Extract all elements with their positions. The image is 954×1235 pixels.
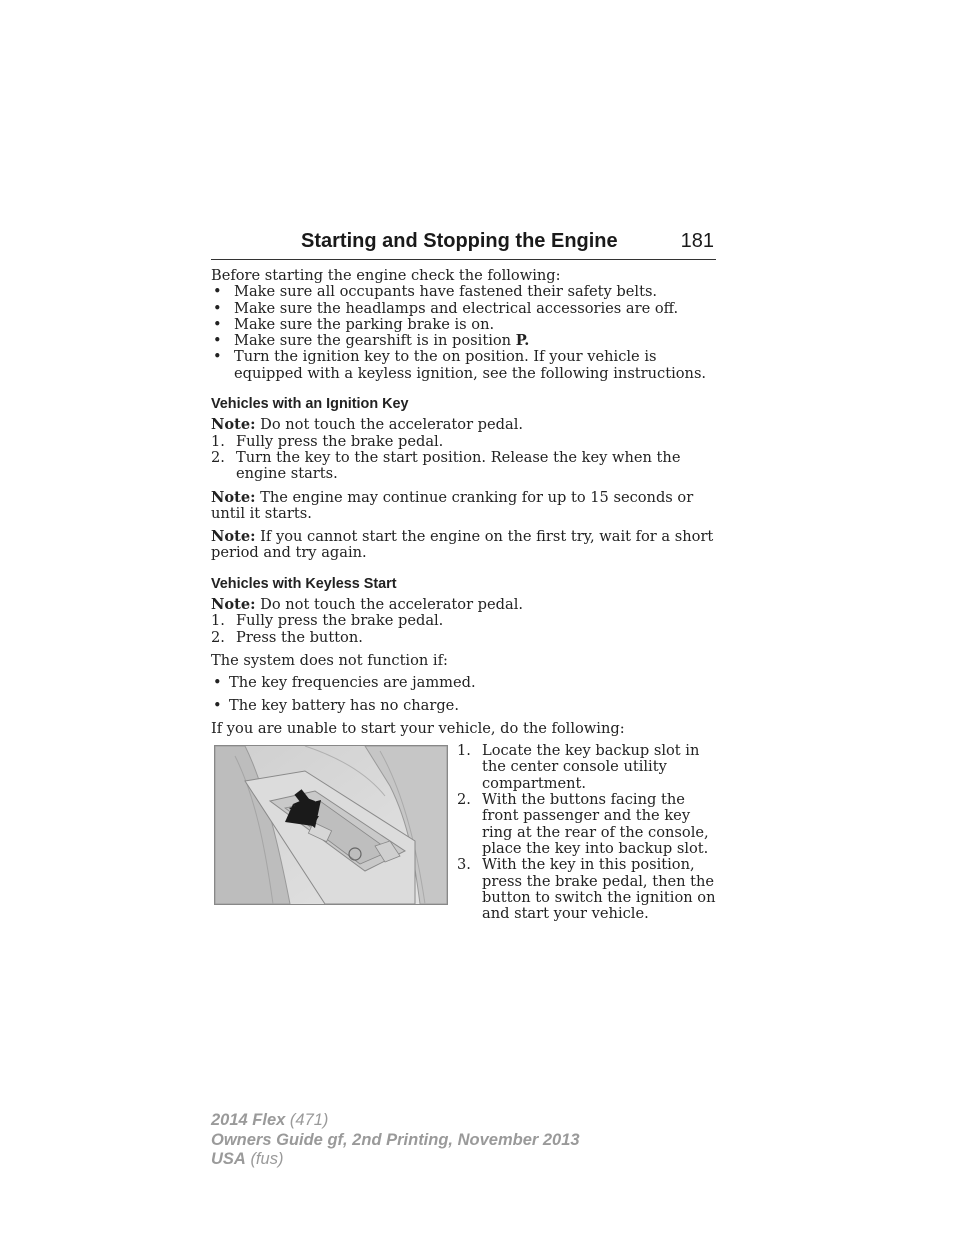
- note: Note: Do not touch the accelerator pedal.: [211, 416, 524, 434]
- list-item: 1. Locate the key backup slot in the center console utility compartment.: [457, 742, 700, 792]
- list-item: 2. With the buttons facing the front passenger and the key ring at the rear of the console, place the key into backup slot.: [457, 791, 709, 857]
- list-item: 2. Turn the key to the start position. Release the key when the engine starts.: [211, 448, 681, 483]
- backup-steps: [457, 743, 719, 922]
- checklist-item: • Make sure all occupants have fastened their safety belts.: [213, 283, 658, 301]
- body-text: The system does not function if:: [211, 651, 448, 669]
- console-illustration: [214, 745, 448, 905]
- checklist-item: • Make sure the gearshift is in position P.: [213, 332, 530, 350]
- intro-text: Before starting the engine check the following:: [211, 267, 561, 284]
- section-heading-keyless-start: Vehicles with Keyless Start: [211, 575, 397, 592]
- checklist-item: • Turn the ignition key to the on position. If your vehicle is equipped with a keyless ignition, see the following instructions.: [213, 348, 707, 382]
- section-heading-ignition-key: Vehicles with an Ignition Key: [211, 396, 409, 413]
- footer-market: USA (fus): [211, 1150, 284, 1168]
- gearshift-position: P.: [515, 332, 530, 350]
- body-text: If you are unable to start your vehicle, do the following:: [211, 719, 625, 737]
- page-header: [211, 228, 716, 260]
- console-illustration-svg: [215, 746, 447, 904]
- note: Note: If you cannot start the engine on the first try, wait for a short period and try again.: [211, 528, 714, 562]
- checklist-item: • Make sure the headlamps and electrical accessories are off.: [213, 299, 679, 317]
- footer-guide: Owners Guide gf, 2nd Printing, November 2013: [211, 1130, 580, 1149]
- list-item: 1. Fully press the brake pedal.: [211, 432, 444, 450]
- footer-model: 2014 Flex (471): [211, 1111, 329, 1129]
- note: Note: Do not touch the accelerator pedal.: [211, 596, 524, 614]
- page-footer: [211, 1111, 711, 1170]
- page-body: [211, 268, 716, 923]
- note: Note: The engine may continue cranking for up to 15 seconds or until it starts.: [211, 488, 694, 522]
- page-number: 181: [680, 230, 714, 252]
- list-item: 2. Press the button.: [211, 628, 363, 646]
- list-item: • The key frequencies are jammed.: [213, 674, 476, 692]
- list-item: 3. With the key in this position, press the brake pedal, then the button to switch the ignition on and start your vehicle.: [457, 856, 716, 923]
- backup-slot-section: [211, 743, 716, 923]
- checklist-item: • Make sure the parking brake is on.: [213, 315, 495, 333]
- chapter-title: Starting and Stopping the Engine: [301, 230, 618, 252]
- list-item: • The key battery has no charge.: [213, 696, 459, 714]
- list-item: 1. Fully press the brake pedal.: [211, 612, 444, 630]
